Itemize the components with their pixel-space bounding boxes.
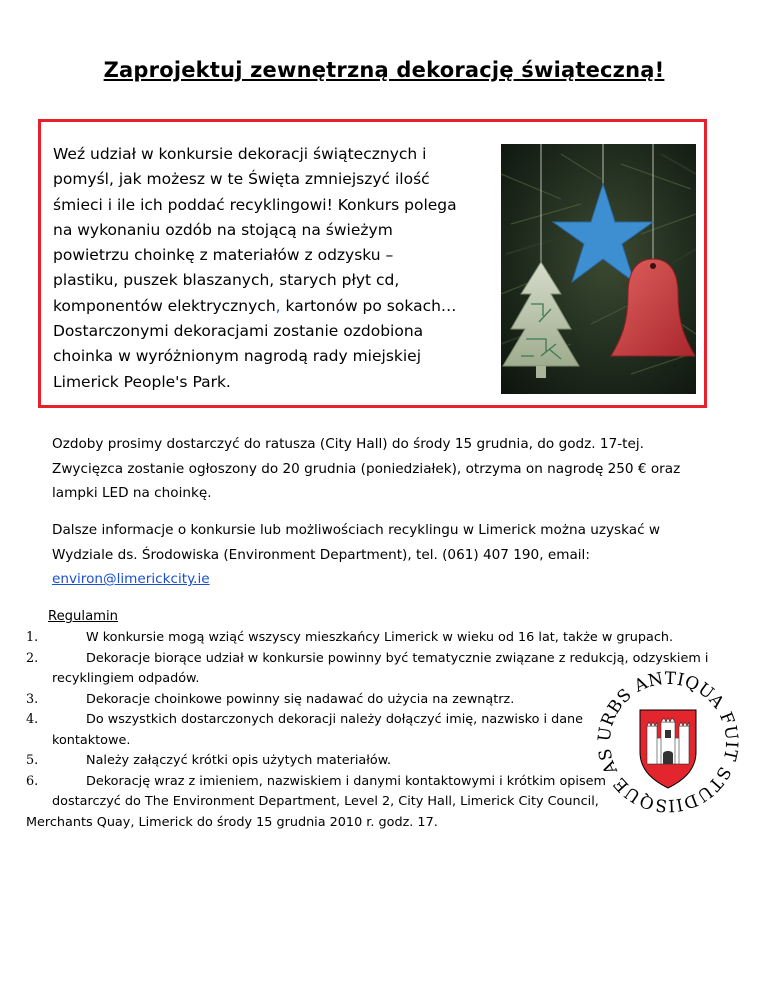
rule-number: 3. (26, 691, 39, 707)
intro-box (38, 119, 707, 408)
rule-number: 5. (26, 753, 39, 768)
rule-text: Dekoracje biorące udział w konkursie powinny być tematycznie związane z redukcją, odzyskiem i (86, 650, 709, 666)
rule-text: Dekoracje choinkowe powinny się nadawać do użycia na zewnątrz. (86, 691, 515, 707)
intro-line: Weź udział w konkursie dekoracji świątecznych i (53, 145, 427, 163)
crest-svg (584, 660, 752, 820)
intro-line: powietrzu choinkę z materiałów z odzysku – (53, 246, 394, 265)
list-item (26, 772, 646, 834)
info-line: Dalsze informacje o konkursie lub możliwościach recyklingu w Limerick można uzyskać w (52, 522, 661, 538)
crest-motto: URBS ANTIQUA FUIT STUDIISQUE AS (594, 668, 742, 816)
info-line: Wydziale ds. Środowiska (Environment Department), tel. (061) 407 190, email: (52, 546, 590, 563)
info-paragraph (52, 518, 732, 592)
intro-fragment: kartonów po sokach… (285, 296, 457, 315)
rule-text: W konkursie mogą wziąć wszyscy mieszkańcy Limerick w wieku od 16 lat, także w grupach. (86, 630, 674, 645)
ornaments-photo-svg (501, 144, 696, 394)
intro-line: na wykonaniu ozdób na stojącą na świeżym (53, 220, 393, 239)
rule-text-continued: kontaktowe. (52, 732, 131, 748)
intro-comma: , (275, 296, 286, 315)
intro-line: pomyśl, jak możesz w te Święta zmniejszyć ilość (53, 170, 430, 189)
delivery-line: Zwycięzca zostanie ogłoszony do 20 grudnia (poniedziałek), otrzyma on nagrodę 250 € oraz (52, 460, 681, 477)
rule-number: 4. (26, 712, 39, 727)
rule-number: 6. (26, 773, 39, 789)
rule-text: Do wszystkich dostarczonych dekoracji należy dołączyć imię, nazwisko i dane (86, 712, 584, 727)
intro-line: śmieci i ile ich poddać recyklingowi! Konkurs polega (53, 195, 457, 214)
rule-number: 2. (26, 650, 39, 666)
intro-line (53, 294, 489, 319)
rule-text-continued: recyklingiem odpadów. (52, 671, 200, 686)
rule-text-continued: dostarczyć do The Environment Department, Level 2, City Hall, Limerick City Council, (52, 794, 599, 809)
regulations-heading: Regulamin (48, 609, 119, 624)
rule-text: Dekorację wraz z imieniem, nazwiskiem i danymi kontaktowymi i krótkim opisem (86, 773, 606, 789)
rule-text: Należy załączyć krótki opis użytych materiałów. (86, 753, 392, 768)
rule-text-continued: Merchants Quay, Limerick do środy 15 grudnia 2010 r. godz. 17. (26, 814, 438, 830)
delivery-line: Ozdoby prosimy dostarczyć do ratusza (City Hall) do środy 15 grudnia, do godz. 17-tej. (52, 436, 644, 452)
delivery-paragraph (52, 432, 732, 506)
email-link[interactable]: environ@limerickcity.ie (52, 571, 210, 587)
rule-number: 1. (26, 630, 39, 645)
delivery-line: lampki LED na choinkę. (52, 485, 212, 501)
intro-line: plastiku, puszek blaszanych, starych płyt cd, (53, 271, 400, 290)
ornaments-photo (501, 144, 696, 394)
intro-text (53, 142, 489, 395)
list-item (26, 710, 646, 751)
page-title: Zaprojektuj zewnętrzną dekorację świąteczną! (103, 58, 665, 82)
intro-fragment: komponentów elektrycznych (53, 296, 276, 315)
limerick-coat-of-arms-icon (584, 660, 752, 820)
intro-line: Limerick People's Park. (53, 372, 231, 391)
list-item (26, 628, 726, 649)
intro-line: Dostarczonymi dekoracjami zostanie ozdobiona (53, 322, 424, 341)
intro-line: choinka w wyróżnionym nagrodą rady miejskiej (53, 347, 422, 366)
